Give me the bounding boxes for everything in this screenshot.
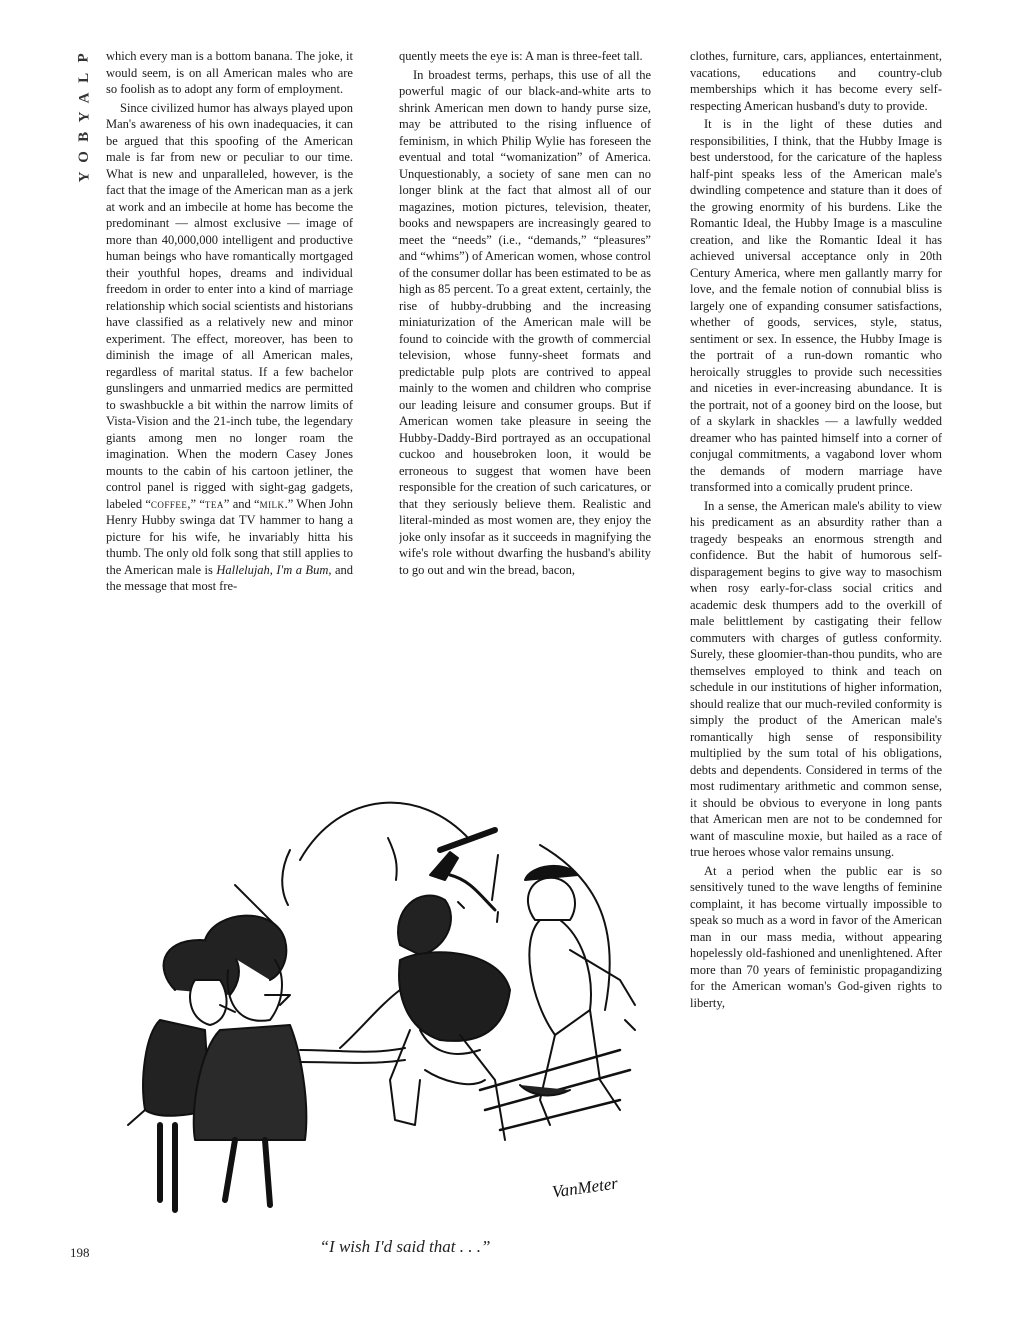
motion-line bbox=[388, 838, 397, 880]
gadget-label-tea: tea bbox=[204, 496, 224, 511]
page-number: 198 bbox=[70, 1245, 90, 1260]
song-title: Hallelujah, I'm a Bum, bbox=[216, 562, 332, 577]
quote-separator: ” and “ bbox=[223, 496, 260, 511]
masthead-letter: Y bbox=[76, 171, 93, 183]
paragraph: In broadest terms, perhaps, this use of all the powerful magic of our black-and-white arts to shrink American men down to handy purse size, may be attributed to the rising influence of feminism, in which Philip Wylie has foreseen the eventual and total “womanization” of America. Unquestionably, a society of sane men can no longer blink at the fact that almost all of our magazines, motion pictures, television, theater, books and newspapers are increasingly geared to meet the “needs” (i.e., “demands,” “pleasures” and “whims”) of American women, whose control of the consumer dollar has been estimated to be as high as 85 percent. To a great extent, certainly, the rise of hubby-drubbing and the increasing miniaturization of the American male will be found to coincide with the growth of commercial television, whose funny-sheet formats and predictable pulp plots are contrived to appeal mainly to the women and children who comprise our leading leisure and consumer groups. But if American women take pleasure in seeing the Hubby-Daddy-Bird portrayed as an occupational cuckoo and housebroken loon, it would be erroneous to suggest that women have been responsible for the creation of such caricatures, or that they seriously believe them. Realistic and literal-minded as most women are, they enjoy the joke only insofar as it succeeds in magnifying the wife's role without dwarfing the husband's ability to go out and win the bread, bacon, bbox=[399, 67, 651, 577]
masthead-letter: Y bbox=[76, 111, 93, 123]
officer-figure bbox=[340, 830, 510, 1140]
paragraph-text: and the message that most fre- bbox=[106, 562, 353, 593]
paragraph: clothes, furniture, cars, appliances, entertainment, vacations, educations and country-club memberships which it has become every self-respecting American husband's duty to provide. bbox=[690, 49, 942, 113]
article-column-2 bbox=[399, 48, 651, 682]
gadget-label-milk: milk bbox=[259, 496, 285, 511]
paragraph: which every man is a bottom banana. The joke, it would seem, is on all American males who are so foolish as to adopt any form of employment. bbox=[106, 49, 353, 96]
article-column-3 bbox=[690, 48, 942, 1278]
motion-line bbox=[625, 1020, 635, 1030]
motion-line bbox=[282, 850, 290, 905]
paragraph: It is in the light of these duties and responsibilities, I think, that the Hubby Image is best understood, for the caricature of the hapless half-pint speaks less of the American male's dwindling competence and stature than it does of the growing enormity of his burdens. Like the Romantic Ideal, the Hubby Image is a masculine creation, and like the Romantic Ideal it has achieved universal acceptance only in 20th Century America, where men gallantly marry for love, and the female notion of connubial bliss is largely one of expanding consumer satisfactions, whether of goods, services, style, status, sentiment or sex. In essence, the Hubby Image is the portrait of a run-down romantic who heroically struggles to provide such necessities and niceties in ever-increasing abundance. It is the portrait, not of a gooney bird on the loose, but of a skylark in shackles — a lawfully wedded dreamer who has painted himself into a corner of conjugal commitments, a vagabond lover whom the demands of modern marriage have transformed into a comically prudent prince. bbox=[690, 117, 942, 494]
paragraph-text: .” When John Henry Hubby swinga dat TV hammer to hang a picture for his wife, he invariably hitta his thumb. The only old folk song that still applies to the American male is bbox=[106, 496, 353, 577]
cartoon-signature: VanMeter bbox=[550, 1173, 620, 1202]
motion-line bbox=[492, 855, 498, 900]
motion-line bbox=[497, 912, 498, 922]
masthead-letter: P bbox=[76, 53, 93, 63]
couple-figures bbox=[128, 916, 405, 1210]
paragraph: At a period when the public ear is so sensitively tuned to the wave lengths of feminine complaint, it has become virtually impossible to speak so much as a word in favor of the American man in our mass media, without appearing hopelessly old-fashioned and unenlightened. After more than 70 years of feministic propagandizing for the American woman's God-given rights to liberty, bbox=[690, 863, 942, 1010]
cartoon-illustration bbox=[100, 780, 660, 1230]
paragraph: In a sense, the American male's ability to view his predicament as an absurdity rather than a tragedy bespeaks an enormous strength and confidence. But the habit of humorous self-disparagement begins to give way to masochism when rosy early-for-class social critics and academic desk thumpers add to the overkill of male belittlement by castigating their fellow commuters with charges of gutless conformity. Surely, these gloomier-than-thou pundits, who are themselves employed to think and teach on schedule in our institutions of higher information, should realize that our much-reviled conformity is simply the product of the American male's romantically high sense of responsibility multiplied by the sum total of his obligations, debts and dependents. Considered in terms of the most rudimentary arithmetic and common sense, it should be obvious to everyone in long pants that American men are not to be condemned for want of masculine moxie, but hailed as a race of true heroes whose valor remains unsung. bbox=[690, 498, 942, 859]
masthead-letter: L bbox=[76, 72, 93, 83]
gadget-label-coffee: coffee bbox=[150, 496, 188, 511]
masthead-letter: A bbox=[76, 92, 93, 103]
masthead-letter: B bbox=[76, 132, 93, 143]
paragraph bbox=[106, 100, 353, 595]
magazine-masthead-vertical bbox=[70, 48, 100, 187]
cartoon-caption: “I wish I'd said that . . .” bbox=[319, 1237, 491, 1256]
paragraph-text: Since civilized humor has always played upon Man's awareness of his own inadequacies, it can be argued that this spoofing of the American male is far from new or peculiar to our time. What is new and unparalleled, however, is the fact that the image of the American man as a jerk at work and an imbecile at home has become the predominant — almost exclusive — image of more than 40,000,000 intelligent and productive human beings who have romantically mortgaged their youthful hopes, dreams and individual freedom in order to enter into a kind of marriage relationship which social scientists and historians have classified as a relatively new and minor experiment. The effect, moreover, has been to diminish the image of all American males, regardless of marital status. If a few bachelor gunslingers and unmarried medics are permitted to swashbuckle a bit within the narrow limits of Vista-Vision and the 21-inch tube, the legendary giants among men no longer roam the imagination. When the modern Casey Jones mounts to the cabin of his cartoon jetliner, the control panel is rigged with sight-gag gadgets, labeled “ bbox=[106, 100, 353, 511]
paragraph: quently meets the eye is: A man is three-feet tall. bbox=[399, 49, 643, 63]
masthead-letter: O bbox=[76, 151, 93, 163]
quote-separator: ,” “ bbox=[187, 496, 205, 511]
article-column-1 bbox=[106, 48, 353, 682]
